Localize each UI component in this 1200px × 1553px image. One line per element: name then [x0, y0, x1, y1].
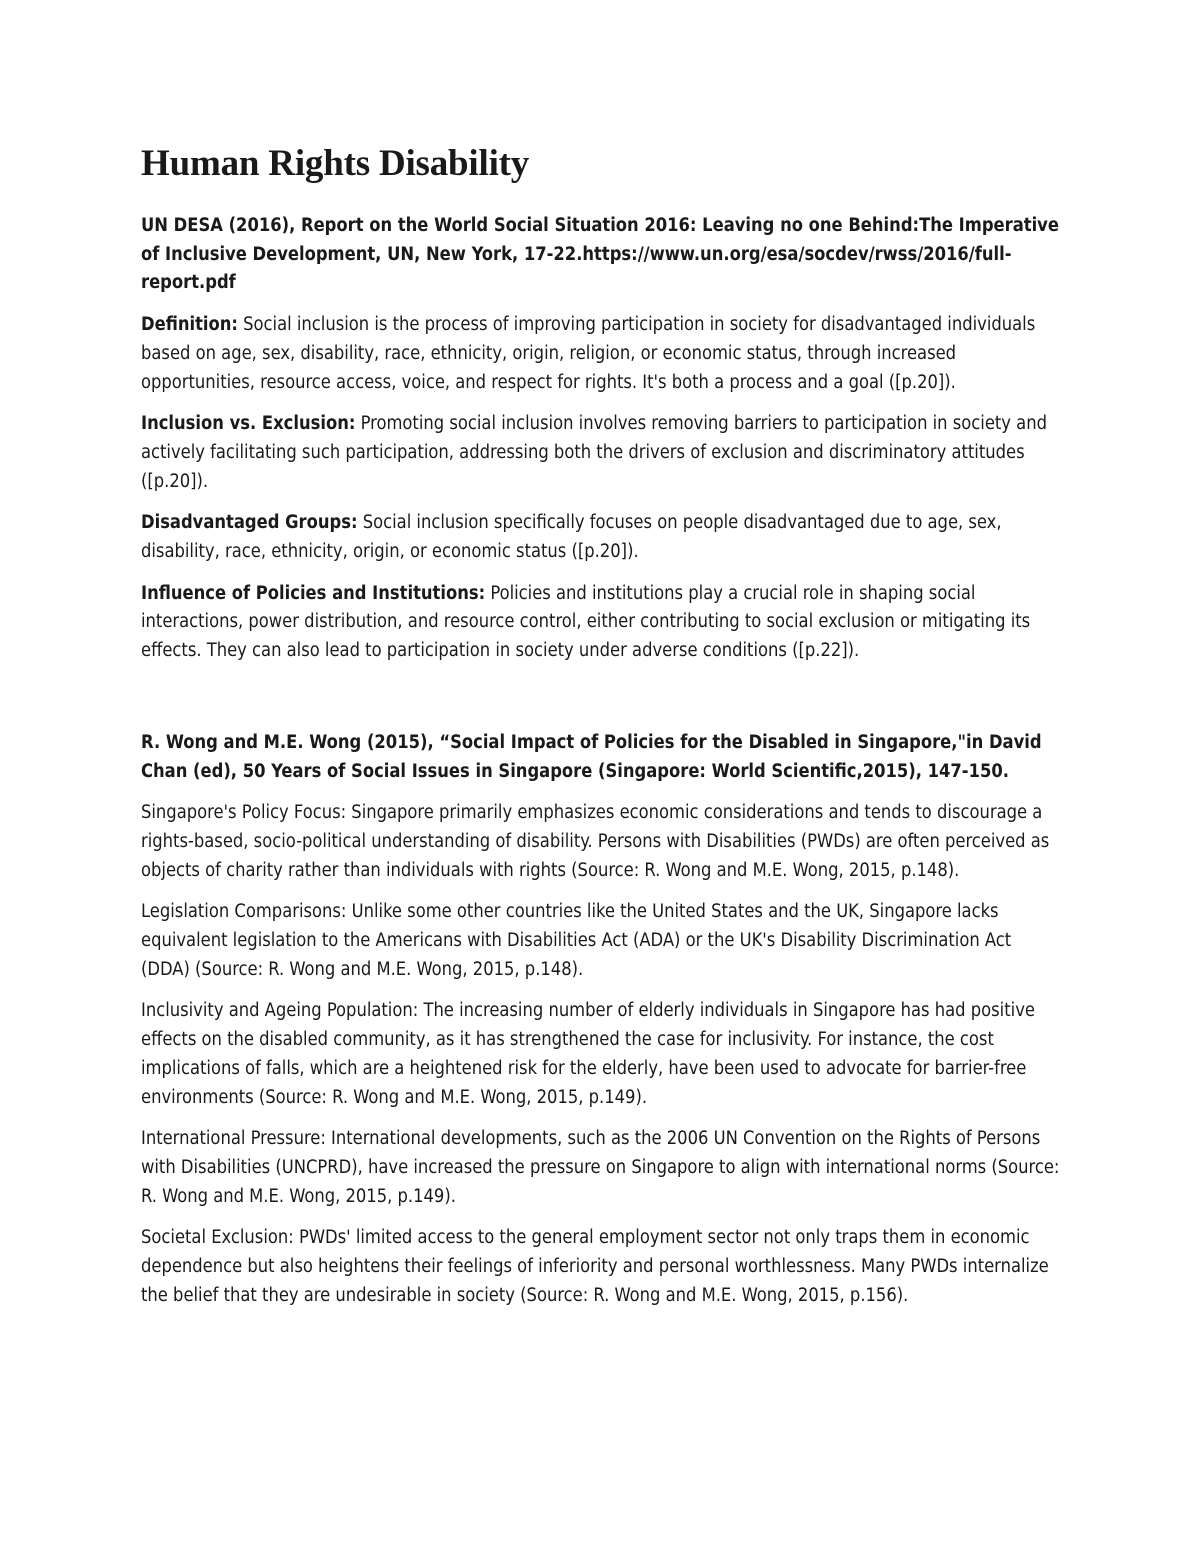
note-term: Definition:: [141, 314, 238, 336]
note-disadvantaged-groups: [141, 509, 1061, 566]
note-legislation-comparisons: Legislation Comparisons: Unlike some other countries like the United States and the UK, Singapore lacks equivalent legislation to the Americans with Disabilities Act (ADA) or the UK's Disability Discrimination Act (DDA) (Source: R. Wong and M.E. Wong, 2015, p.148).: [141, 901, 1012, 980]
citation-wong: R. Wong and M.E. Wong (2015), “Social Impact of Policies for the Disabled in Singapore,"in David Chan (ed), 50 Years of Social Issues in Singapore (Singapore: World Scientific,2015), 147-150.: [141, 731, 1042, 782]
note-term: Influence of Policies and Institutions:: [141, 582, 486, 604]
note-text: Promoting social inclusion involves removing barriers to participation in society and actively facilitating such participation, addressing both the drivers of exclusion and discriminatory attitudes ([p.20]).: [141, 413, 1047, 492]
note-societal-exclusion: Societal Exclusion: PWDs' limited access to the general employment sector not only traps them in economic dependence but also heightens their feelings of inferiority and personal worthlessness. Many PWDs internalize the belief that they are undesirable in society (Source: R. Wong and M.E. Wong, 2015, p.156).: [141, 1227, 1049, 1306]
note-policy-focus: Singapore's Policy Focus: Singapore primarily emphasizes economic considerations and tends to discourage a rights-based, socio-political understanding of disability. Persons with Disabilities (PWDs) are often perceived as objects of charity rather than individuals with rights (Source: R. Wong and M.E. Wong, 2015, p.148).: [141, 802, 1050, 881]
document-title: Human Rights Disability: [141, 143, 530, 184]
note-inclusion-vs-exclusion: [141, 410, 1061, 496]
note-term: Inclusion vs. Exclusion:: [141, 413, 356, 435]
note-inclusivity-ageing: Inclusivity and Ageing Population: The increasing number of elderly individuals in Singapore has had positive effects on the disabled community, as it has strengthened the case for inclusivity. For instance, the cost implications of falls, which are a heightened risk for the elderly, have been used to advocate for barrier-free environments (Source: R. Wong and M.E. Wong, 2015, p.149).: [141, 1000, 1035, 1108]
note-text: Policies and institutions play a crucial role in shaping social interactions, power distribution, and resource control, either contributing to social exclusion or mitigating its effects. They can also lead to participation in society under adverse conditions ([p.22]).: [141, 582, 1031, 662]
note-text: Social inclusion specifically focuses on people disadvantaged due to age, sex, disability, race, ethnicity, origin, or economic status ([p.20]).: [141, 512, 1002, 563]
note-policies-institutions: [141, 580, 1061, 666]
note-definition: [141, 311, 1061, 397]
section-spacer: [141, 679, 1061, 729]
document-page: [141, 140, 1061, 1324]
note-term: Disadvantaged Groups:: [141, 512, 358, 534]
note-international-pressure: International Pressure: International developments, such as the 2006 UN Convention on the Rights of Persons with Disabilities (UNCPRD), have increased the pressure on Singapore to align with international norms (Source: R. Wong and M.E. Wong, 2015, p.149).: [141, 1128, 1060, 1207]
citation-un-desa: UN DESA (2016), Report on the World Social Situation 2016: Leaving no one Behind:The Imperative of Inclusive Development, UN, New York, 17-22.https://www.un.org/esa/socdev/rwss/2016/full-report.pdf: [141, 215, 1059, 294]
note-text: Social inclusion is the process of improving participation in society for disadvantaged individuals based on age, sex, disability, race, ethnicity, origin, religion, or economic status, through increased opportunities, resource access, voice, and respect for rights. It's both a process and a goal ([p.20]).: [141, 314, 1036, 393]
